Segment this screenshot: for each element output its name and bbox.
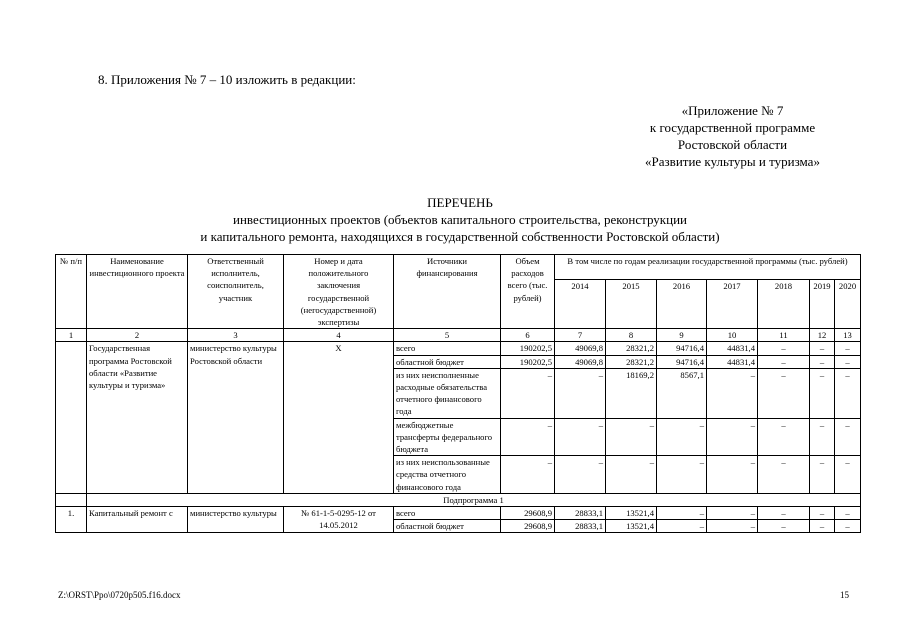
header-sources: Источники финансирования — [394, 255, 501, 329]
volume-cell: 29608,9 — [501, 507, 555, 520]
year-value-cell: – — [657, 418, 707, 456]
program-num-cell — [56, 342, 87, 493]
year-value-cell: – — [707, 418, 758, 456]
project-conclusion-cell: № 61-1-5-0295-12 от 14.05.2012 — [284, 507, 394, 533]
year-value-cell: – — [835, 342, 861, 355]
column-number: 13 — [835, 329, 861, 342]
year-value-cell: 94716,4 — [657, 355, 707, 368]
year-value-cell: – — [810, 368, 835, 418]
appendix-line: «Приложение № 7 — [681, 103, 784, 118]
appendix-line: «Развитие культуры и туризма» — [645, 154, 820, 169]
year-value-cell: – — [758, 520, 810, 533]
year-value-cell: – — [835, 355, 861, 368]
year-value-cell: – — [758, 507, 810, 520]
year-value-cell: – — [707, 507, 758, 520]
year-value-cell: – — [555, 418, 606, 456]
year-value-cell: 8567,1 — [657, 368, 707, 418]
year-value-cell: – — [707, 520, 758, 533]
column-number: 7 — [555, 329, 606, 342]
project-num-cell: 1. — [56, 507, 87, 533]
year-value-cell: – — [606, 456, 657, 494]
year-value-cell: – — [758, 355, 810, 368]
source-cell: областной бюджет — [394, 355, 501, 368]
subprogram-label: Подпрограмма 1 — [87, 493, 861, 506]
source-cell: областной бюджет — [394, 520, 501, 533]
column-number-row — [56, 329, 861, 342]
volume-cell: 190202,5 — [501, 342, 555, 355]
amendment-instruction: 8. Приложения № 7 – 10 изложить в редакции: — [98, 72, 356, 87]
program-executor-cell: министерство культуры Ростовской области — [188, 342, 284, 493]
column-number: 11 — [758, 329, 810, 342]
year-value-cell: – — [810, 507, 835, 520]
year-value-cell: – — [810, 418, 835, 456]
year-value-cell: – — [835, 520, 861, 533]
volume-cell: 190202,5 — [501, 355, 555, 368]
column-number: 6 — [501, 329, 555, 342]
title-line: инвестиционных проектов (объектов капитального строительства, реконструкции — [233, 212, 687, 227]
header-year: 2019 — [810, 280, 835, 329]
year-value-cell: – — [758, 368, 810, 418]
year-value-cell: – — [758, 342, 810, 355]
year-value-cell: 28833,1 — [555, 507, 606, 520]
header-conclusion: Номер и дата положительного заключения государственной (негосударственной) экспертизы — [284, 255, 394, 329]
header-executor: Ответственный исполнитель, соисполнитель, участник — [188, 255, 284, 329]
year-value-cell: – — [835, 368, 861, 418]
subprogram-row — [56, 493, 861, 506]
source-cell: межбюджетные трансферты федерального бюджета — [394, 418, 501, 456]
project-executor-cell: министерство культуры — [188, 507, 284, 533]
column-number: 8 — [606, 329, 657, 342]
year-value-cell: – — [606, 418, 657, 456]
source-cell: из них неисполненные расходные обязательства отчетного финансового года — [394, 368, 501, 418]
program-name-cell: Государственная программа Ростовской области «Развитие культуры и туризма» — [87, 342, 188, 493]
header-year: 2014 — [555, 280, 606, 329]
year-value-cell: 28321,2 — [606, 342, 657, 355]
source-cell: всего — [394, 342, 501, 355]
program-conclusion-cell: Х — [284, 342, 394, 493]
column-number: 10 — [707, 329, 758, 342]
year-value-cell: 28833,1 — [555, 520, 606, 533]
year-value-cell: 13521,4 — [606, 520, 657, 533]
year-value-cell: – — [657, 520, 707, 533]
year-value-cell: – — [835, 507, 861, 520]
volume-cell: – — [501, 456, 555, 494]
year-value-cell: – — [810, 456, 835, 494]
header-year: 2017 — [707, 280, 758, 329]
year-value-cell: 13521,4 — [606, 507, 657, 520]
column-number: 12 — [810, 329, 835, 342]
header-year: 2018 — [758, 280, 810, 329]
column-number: 4 — [284, 329, 394, 342]
year-value-cell: 44831,4 — [707, 355, 758, 368]
header-years-group: В том числе по годам реализации государственной программы (тыс. рублей) — [555, 255, 861, 280]
year-value-cell: – — [657, 507, 707, 520]
header-volume: Объем расходов всего (тыс. рублей) — [501, 255, 555, 329]
header-year: 2015 — [606, 280, 657, 329]
appendix-reference — [600, 102, 865, 170]
title-heading: ПЕРЕЧЕНЬ — [427, 195, 493, 210]
subprogram-spacer — [56, 493, 87, 506]
year-value-cell: – — [810, 355, 835, 368]
column-number: 1 — [56, 329, 87, 342]
source-cell: из них неиспользованные средства отчетного финансового года — [394, 456, 501, 494]
header-year: 2020 — [835, 280, 861, 329]
volume-cell: – — [501, 418, 555, 456]
header-year: 2016 — [657, 280, 707, 329]
column-number: 2 — [87, 329, 188, 342]
header-name: Наименование инвестиционного проекта — [87, 255, 188, 329]
year-value-cell: – — [657, 456, 707, 494]
page-number: 15 — [840, 590, 849, 600]
program-row — [56, 342, 861, 355]
column-number: 3 — [188, 329, 284, 342]
year-value-cell: 49069,8 — [555, 355, 606, 368]
project-row — [56, 507, 861, 520]
document-title — [140, 194, 780, 245]
volume-cell: 29608,9 — [501, 520, 555, 533]
year-value-cell: – — [810, 342, 835, 355]
year-value-cell: – — [810, 520, 835, 533]
source-cell: всего — [394, 507, 501, 520]
year-value-cell: – — [555, 456, 606, 494]
year-value-cell: 18169,2 — [606, 368, 657, 418]
volume-cell: – — [501, 368, 555, 418]
year-value-cell: – — [835, 456, 861, 494]
year-value-cell: 49069,8 — [555, 342, 606, 355]
footer-file-path: Z:\ORST\Ppo\0720p505.f16.docx — [58, 590, 181, 600]
year-value-cell: – — [707, 368, 758, 418]
header-num: № п/п — [56, 255, 87, 329]
project-name-cell: Капитальный ремонт с — [87, 507, 188, 533]
appendix-line: к государственной программе — [649, 120, 816, 135]
year-value-cell: 44831,4 — [707, 342, 758, 355]
year-value-cell: – — [555, 368, 606, 418]
year-value-cell: – — [758, 456, 810, 494]
appendix-line: Ростовской области — [677, 137, 788, 152]
title-line: и капитального ремонта, находящихся в государственной собственности Ростовской области) — [200, 229, 720, 244]
year-value-cell: – — [758, 418, 810, 456]
table-header-row — [56, 255, 861, 280]
investment-projects-table — [55, 254, 861, 533]
column-number: 5 — [394, 329, 501, 342]
year-value-cell: – — [707, 456, 758, 494]
year-value-cell: 28321,2 — [606, 355, 657, 368]
column-number: 9 — [657, 329, 707, 342]
year-value-cell: 94716,4 — [657, 342, 707, 355]
year-value-cell: – — [835, 418, 861, 456]
